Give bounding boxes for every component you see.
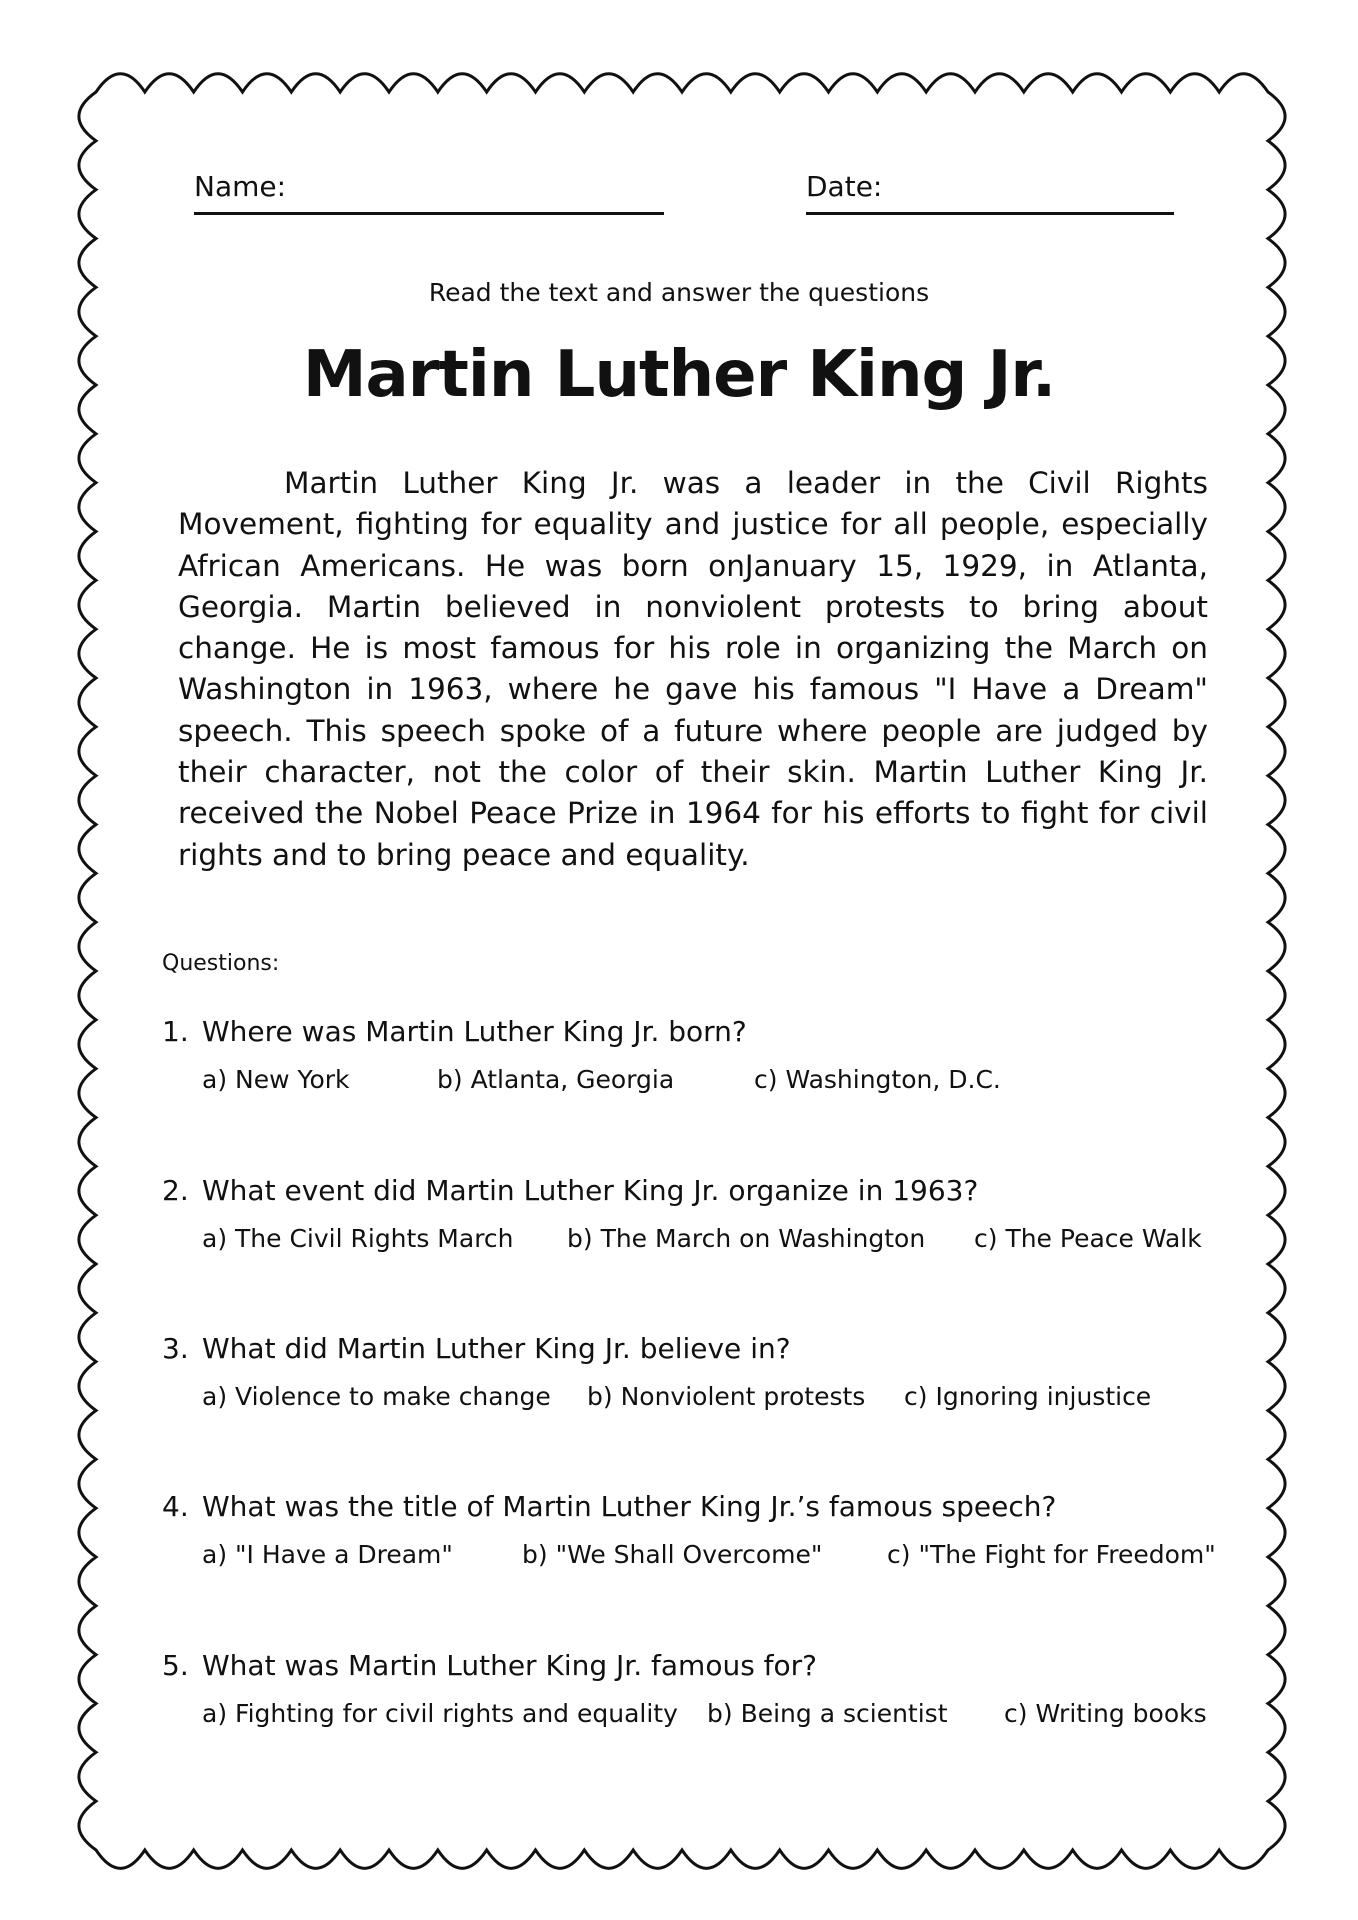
option-b[interactable]: b) Being a scientist [707, 1699, 948, 1728]
question-2 [162, 1174, 1222, 1284]
option-b[interactable]: b) The March on Washington [567, 1224, 926, 1253]
option-c[interactable]: c) Washington, D.C. [754, 1065, 1001, 1094]
option-b[interactable]: b) "We Shall Overcome" [522, 1540, 823, 1569]
question-text: What did Martin Luther King Jr. believe in? [202, 1332, 791, 1365]
option-a[interactable]: a) Violence to make change [202, 1382, 551, 1411]
option-a[interactable]: a) The Civil Rights March [202, 1224, 514, 1253]
option-a[interactable]: a) New York [202, 1065, 350, 1094]
instruction-text: Read the text and answer the questions [428, 278, 930, 307]
option-c[interactable]: c) Ignoring injustice [904, 1382, 1152, 1411]
question-text: What was Martin Luther King Jr. famous for? [202, 1649, 818, 1682]
question-3 [162, 1332, 1222, 1442]
question-number: 4. [162, 1490, 189, 1523]
question-number: 1. [162, 1015, 189, 1048]
question-number: 5. [162, 1649, 189, 1682]
question-number: 3. [162, 1332, 189, 1365]
reading-passage: Martin Luther King Jr. was a leader in the Civil Rights Movement, fighting for equality and justice for all people, especially African Americans. He was born onJanuary 15, 1929, in Atlanta, Georgia. Martin believed in nonviolent protests to bring about change. He is most famous for his role in organizing the March on Washington in 1963, where he gave his famous "I Have a Dream" speech. This speech spoke of a future where people are judged by their character, not the color of their skin. Martin Luther King Jr. received the Nobel Peace Prize in 1964 for his efforts to fight for civil rights and to bring peace and equality. [178, 466, 1208, 872]
page-title: Martin Luther King Jr. [302, 338, 1056, 412]
question-text: Where was Martin Luther King Jr. born? [202, 1015, 747, 1048]
option-c[interactable]: c) Writing books [1004, 1699, 1207, 1728]
option-c[interactable]: c) The Peace Walk [974, 1224, 1202, 1253]
question-5 [162, 1649, 1222, 1759]
question-text: What event did Martin Luther King Jr. organize in 1963? [202, 1174, 979, 1207]
questions-heading: Questions: [162, 951, 280, 976]
option-a[interactable]: a) Fighting for civil rights and equality [202, 1699, 678, 1728]
question-1 [162, 1015, 1222, 1125]
question-4 [162, 1490, 1222, 1600]
option-b[interactable]: b) Atlanta, Georgia [437, 1065, 675, 1094]
question-text: What was the title of Martin Luther King Jr.’s famous speech? [202, 1490, 1057, 1523]
option-c[interactable]: c) "The Fight for Freedom" [887, 1540, 1216, 1569]
name-line[interactable] [194, 212, 664, 215]
option-a[interactable]: a) "I Have a Dream" [202, 1540, 453, 1569]
option-b[interactable]: b) Nonviolent protests [587, 1382, 866, 1411]
date-label: Date: [806, 170, 883, 203]
name-label: Name: [194, 170, 287, 203]
question-number: 2. [162, 1174, 189, 1207]
date-line[interactable] [806, 212, 1174, 215]
